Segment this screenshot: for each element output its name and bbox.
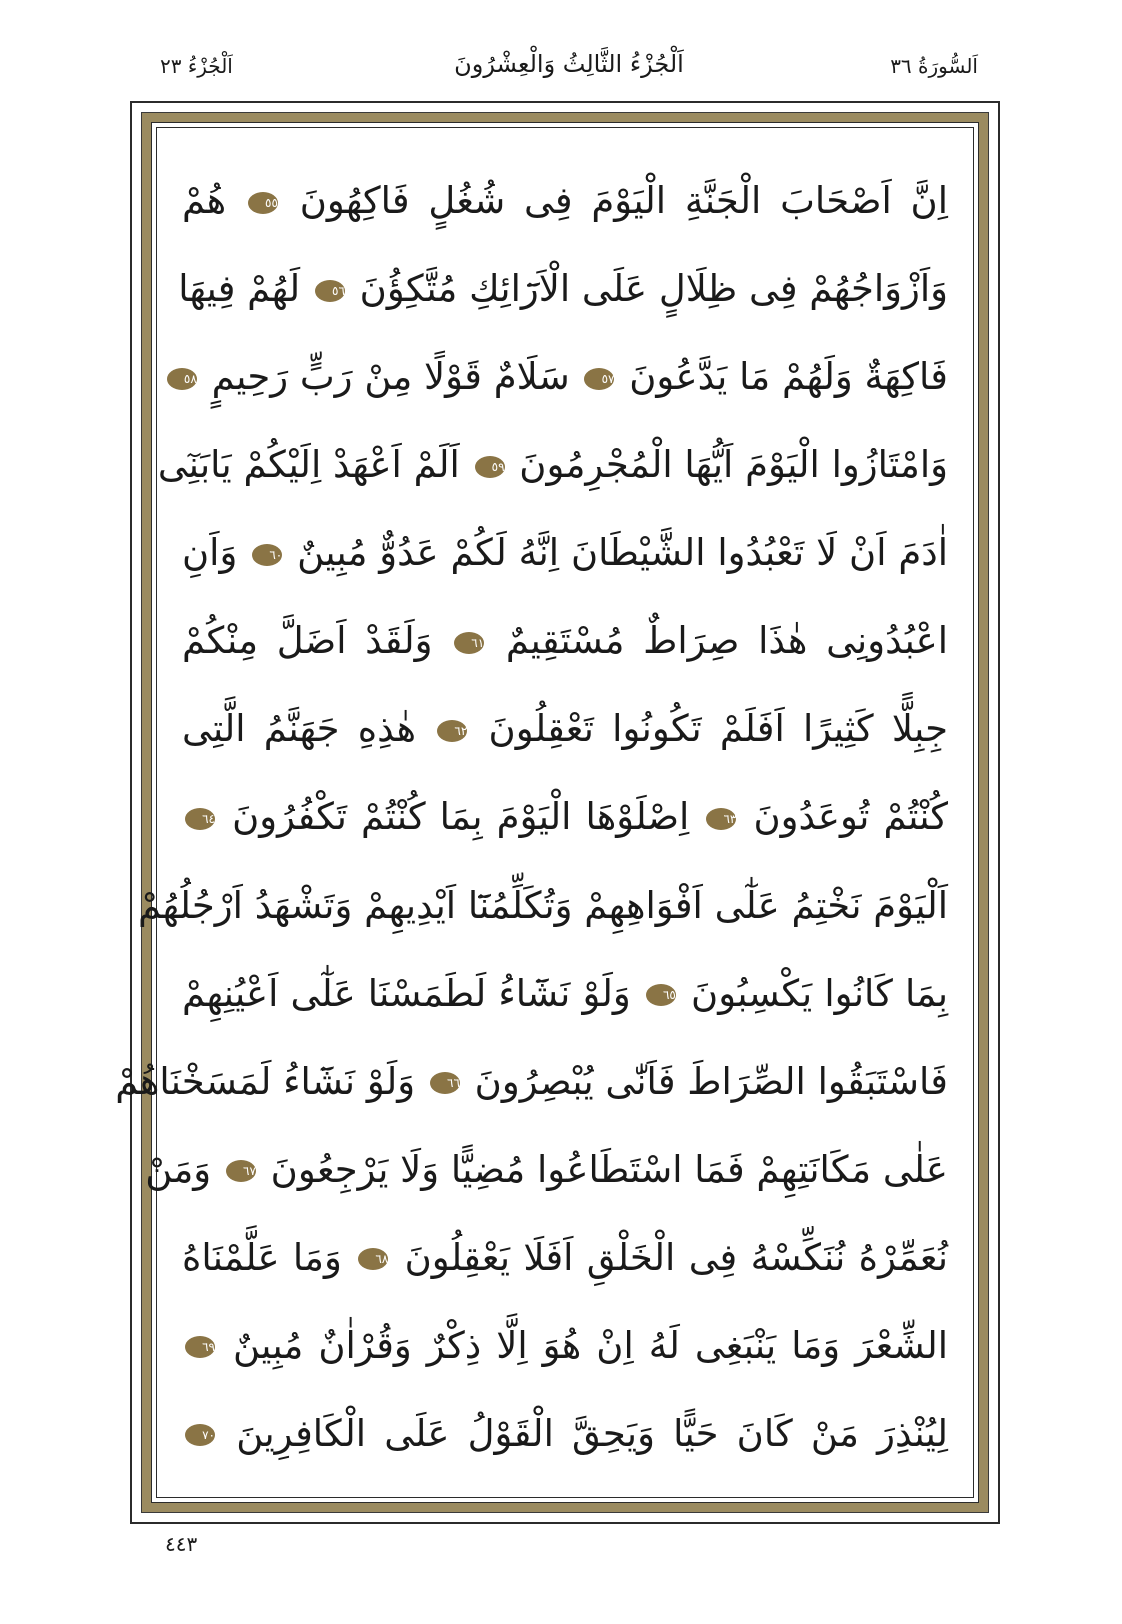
verse-text: وَمَا عَلَّمْنَاهُ — [182, 1235, 342, 1279]
verse-text: لِيُنْذِرَ مَنْ كَانَ حَيًّا وَيَحِقَّ الْقَوْلُ عَلَى الْكَافِرِينَ — [236, 1411, 948, 1455]
verse-text: نُعَمِّرْهُ نُنَكِّسْهُ فِى الْخَلْقِ اَفَلَا يَعْقِلُونَ — [404, 1235, 949, 1279]
verse-text: وَمَنْ — [145, 1147, 212, 1191]
ayah-marker: ٦٥ — [646, 984, 676, 1006]
verse-line — [145, 1130, 948, 1210]
verse-line — [182, 337, 948, 417]
verse-text: وَلَوْ نَشَٓاءُ لَطَمَسْنَا عَلٰٓى اَعْيُنِهِمْ — [182, 971, 631, 1015]
ayah-marker: ٦٨ — [358, 1248, 388, 1270]
verse-text: اَلْيَوْمَ نَخْتِمُ عَلٰٓى اَفْوَاهِهِمْ وَتُكَلِّمُنَٓا اَيْدِيهِمْ وَتَشْهَدُ اَرْجُلُهُمْ — [137, 883, 948, 927]
verse-text: فَاكِهَةٌ وَلَهُمْ مَا يَدَّعُونَ — [629, 355, 948, 399]
verse-line — [182, 777, 948, 857]
surah-label: اَلسُّورَةُ ٣٦ — [890, 54, 978, 78]
frame-inner — [115, 122, 979, 1503]
verse-text: وَاَنِ — [182, 531, 238, 575]
verse-text: سَلَامٌ قَوْلًا مِنْ رَبٍّ رَحِيمٍ — [211, 355, 570, 399]
verse-text: اَلَمْ اَعْهَدْ اِلَيْكُمْ يَابَنِٓى — [157, 443, 460, 487]
verse-line — [182, 689, 948, 769]
ayah-marker: ٥٥ — [248, 192, 278, 214]
ayah-marker: ٦٣ — [706, 808, 736, 830]
verse-text: كُنْتُمْ تُوعَدُونَ — [753, 795, 949, 839]
verse-line — [182, 161, 948, 241]
verse-text: وَلَوْ نَشَٓاءُ لَمَسَخْنَاهُمْ — [115, 1059, 416, 1103]
ayah-marker: ٦٧ — [226, 1160, 256, 1182]
verse-line — [182, 601, 948, 681]
verse-text: وَاَزْوَاجُهُمْ فِى ظِلَالٍ عَلَى الْاَرَٓائِكِ مُتَّكِؤُنَ — [359, 267, 948, 311]
verse-line — [182, 954, 948, 1034]
verse-text: وَامْتَازُوا الْيَوْمَ اَيُّهَا الْمُجْرِمُونَ — [519, 443, 948, 487]
verse-line — [182, 1394, 948, 1474]
verse-line — [115, 1042, 948, 1122]
verse-text: بِمَا كَانُوا يَكْسِبُونَ — [691, 971, 948, 1015]
verse-text: الشِّعْرَ وَمَا يَنْبَغِى لَهُ اِنْ هُوَ اِلَّا ذِكْرٌ وَقُرْاٰنٌ مُبِينٌ — [233, 1323, 949, 1367]
verse-line — [182, 1306, 948, 1386]
verse-text: هٰذِهِ جَهَنَّمُ الَّتِى — [182, 707, 417, 751]
verse-text: اٰدَمَ اَنْ لَا تَعْبُدُوا الشَّيْطَانَ اِنَّهُ لَكُمْ عَدُوٌّ مُبِينٌ — [297, 531, 949, 575]
verse-text: جِبِلًّا كَثِيرًا اَفَلَمْ تَكُونُوا تَعْقِلُونَ — [488, 707, 948, 751]
verse-text-area — [115, 161, 949, 1474]
ayah-marker: ٥٦ — [315, 280, 345, 302]
ayah-marker: ٥٨ — [167, 368, 197, 390]
ayah-marker: ٦٤ — [185, 808, 215, 830]
frame-border — [115, 112, 989, 1513]
verse-line — [182, 1218, 948, 1298]
page-header — [130, 48, 1008, 88]
ayah-marker: ٦٢ — [437, 720, 467, 742]
verse-text: فَاسْتَبَقُوا الصِّرَاطَ فَاَنّٰى يُبْصِرُونَ — [474, 1059, 948, 1103]
ayah-marker: ٧٠ — [185, 1424, 215, 1446]
verse-text: وَلَقَدْ اَضَلَّ مِنْكُمْ — [182, 619, 433, 663]
ayah-marker: ٦٩ — [185, 1336, 215, 1358]
verse-line — [182, 513, 948, 593]
ayah-marker: ٦١ — [454, 632, 484, 654]
ayah-marker: ٦٠ — [252, 544, 282, 566]
verse-line — [137, 866, 948, 946]
page-frame — [115, 101, 1000, 1524]
verse-text: اعْبُدُونِى هٰذَا صِرَاطٌ مُسْتَقِيمٌ — [505, 619, 949, 663]
verse-text: اِنَّ اَصْحَابَ الْجَنَّةِ الْيَوْمَ فِى شُغُلٍ فَاكِهُونَ — [299, 179, 948, 222]
verse-text: هُمْ — [182, 179, 227, 222]
juz-label: اَلْجُزْءُ ٢٣ — [160, 54, 233, 78]
page-number: ٤٤٣ — [165, 1532, 198, 1556]
ayah-marker: ٥٧ — [584, 368, 614, 390]
verse-line — [157, 425, 948, 505]
header-title: اَلْجُزْءُ الثَّالِثُ وَالْعِشْرُونَ — [454, 50, 684, 78]
ayah-marker: ٦٦ — [430, 1072, 460, 1094]
verse-line — [178, 249, 948, 329]
verse-text: لَهُمْ فِيهَا — [178, 267, 301, 311]
ayah-marker: ٥٩ — [475, 456, 505, 478]
verse-text: عَلٰى مَكَانَتِهِمْ فَمَا اسْتَطَاعُوا مُضِيًّا وَلَا يَرْجِعُونَ — [270, 1147, 948, 1191]
verse-text: اِصْلَوْهَا الْيَوْمَ بِمَا كُنْتُمْ تَكْفُرُونَ — [232, 795, 690, 839]
